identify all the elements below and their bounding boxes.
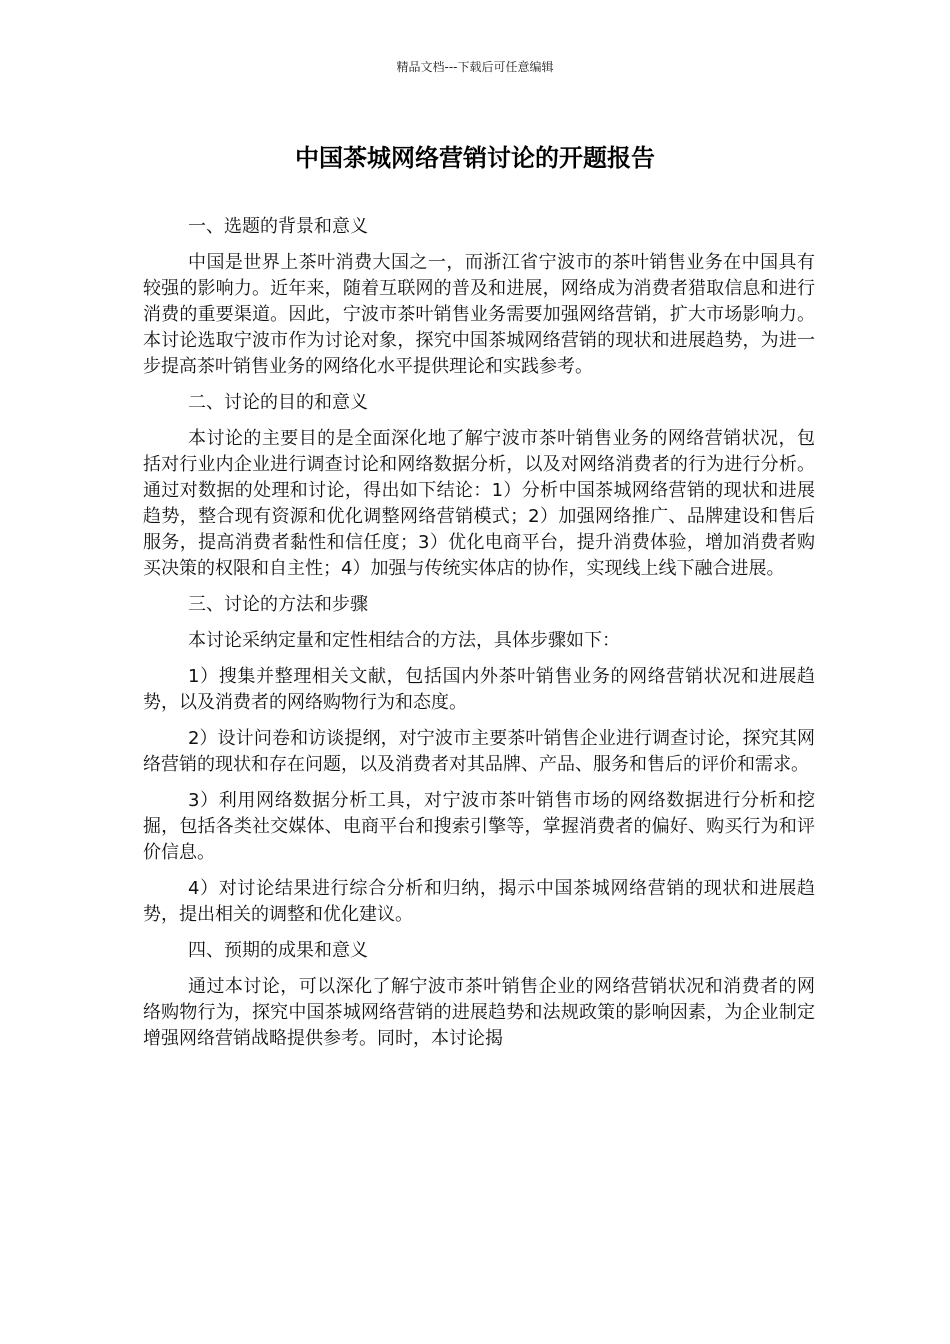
paragraph-method-step-1: 1）搜集并整理相关文献，包括国内外茶叶销售业务的网络营销状况和进展趋势，以及消费者的网络购物行为和态度。 bbox=[143, 666, 815, 713]
document-title: 中国茶城网络营销讨论的开题报告 bbox=[295, 144, 655, 172]
header-note: 精品文档---下载后可任意编辑 bbox=[396, 60, 554, 74]
paragraph-background: 中国是世界上茶叶消费大国之一，而浙江省宁波市的茶叶销售业务在中国具有较强的影响力。近年来，随着互联网的普及和进展，网络成为消费者猎取信息和进行消费的重要渠道。因此，宁波市茶叶销售业务需要加强网络营销，扩大市场影响力。本讨论选取宁波市作为讨论对象，探究中国茶城网络营销的现状和进展趋势，为进一步提高茶叶销售业务的网络化水平提供理论和实践参考。 bbox=[143, 252, 815, 377]
paragraph-methods-intro: 本讨论采纳定量和定性相结合的方法，具体步骤如下： bbox=[188, 630, 620, 651]
paragraph-method-step-3: 3）利用网络数据分析工具，对宁波市茶叶销售市场的网络数据进行分析和挖掘，包括各类社交媒体、电商平台和搜索引擎等，掌握消费者的偏好、购买行为和评价信息。 bbox=[143, 790, 815, 863]
section-heading-outcomes: 四、预期的成果和意义 bbox=[188, 940, 368, 961]
section-heading-purpose: 二、讨论的目的和意义 bbox=[188, 392, 368, 413]
paragraph-method-step-2: 2）设计问卷和访谈提纲，对宁波市主要茶叶销售企业进行调查讨论，探究其网络营销的现状和存在问题，以及消费者对其品牌、产品、服务和售后的评价和需求。 bbox=[143, 728, 815, 775]
document-body bbox=[143, 214, 815, 1062]
section-heading-background: 一、选题的背景和意义 bbox=[188, 216, 368, 237]
section-heading-methods: 三、讨论的方法和步骤 bbox=[188, 594, 368, 615]
paragraph-method-step-4: 4）对讨论结果进行综合分析和归纳，揭示中国茶城网络营销的现状和进展趋势，提出相关的调整和优化建议。 bbox=[143, 878, 815, 925]
paragraph-purpose: 本讨论的主要目的是全面深化地了解宁波市茶叶销售业务的网络营销状况，包括对行业内企业进行调查讨论和网络数据分析，以及对网络消费者的行为进行分析。通过对数据的处理和讨论，得出如下结论：1）分析中国茶城网络营销的现状和进展趋势，整合现有资源和优化调整网络营销模式；2）加强网络推广、品牌建设和售后服务，提高消费者黏性和信任度；3）优化电商平台，提升消费体验，增加消费者购买决策的权限和自主性；4）加强与传统实体店的协作，实现线上线下融合进展。 bbox=[143, 428, 815, 579]
paragraph-outcomes: 通过本讨论，可以深化了解宁波市茶叶销售企业的网络营销状况和消费者的网络购物行为，探究中国茶城网络营销的进展趋势和法规政策的影响因素，为企业制定增强网络营销战略提供参考。同时，本讨论揭 bbox=[143, 976, 815, 1049]
